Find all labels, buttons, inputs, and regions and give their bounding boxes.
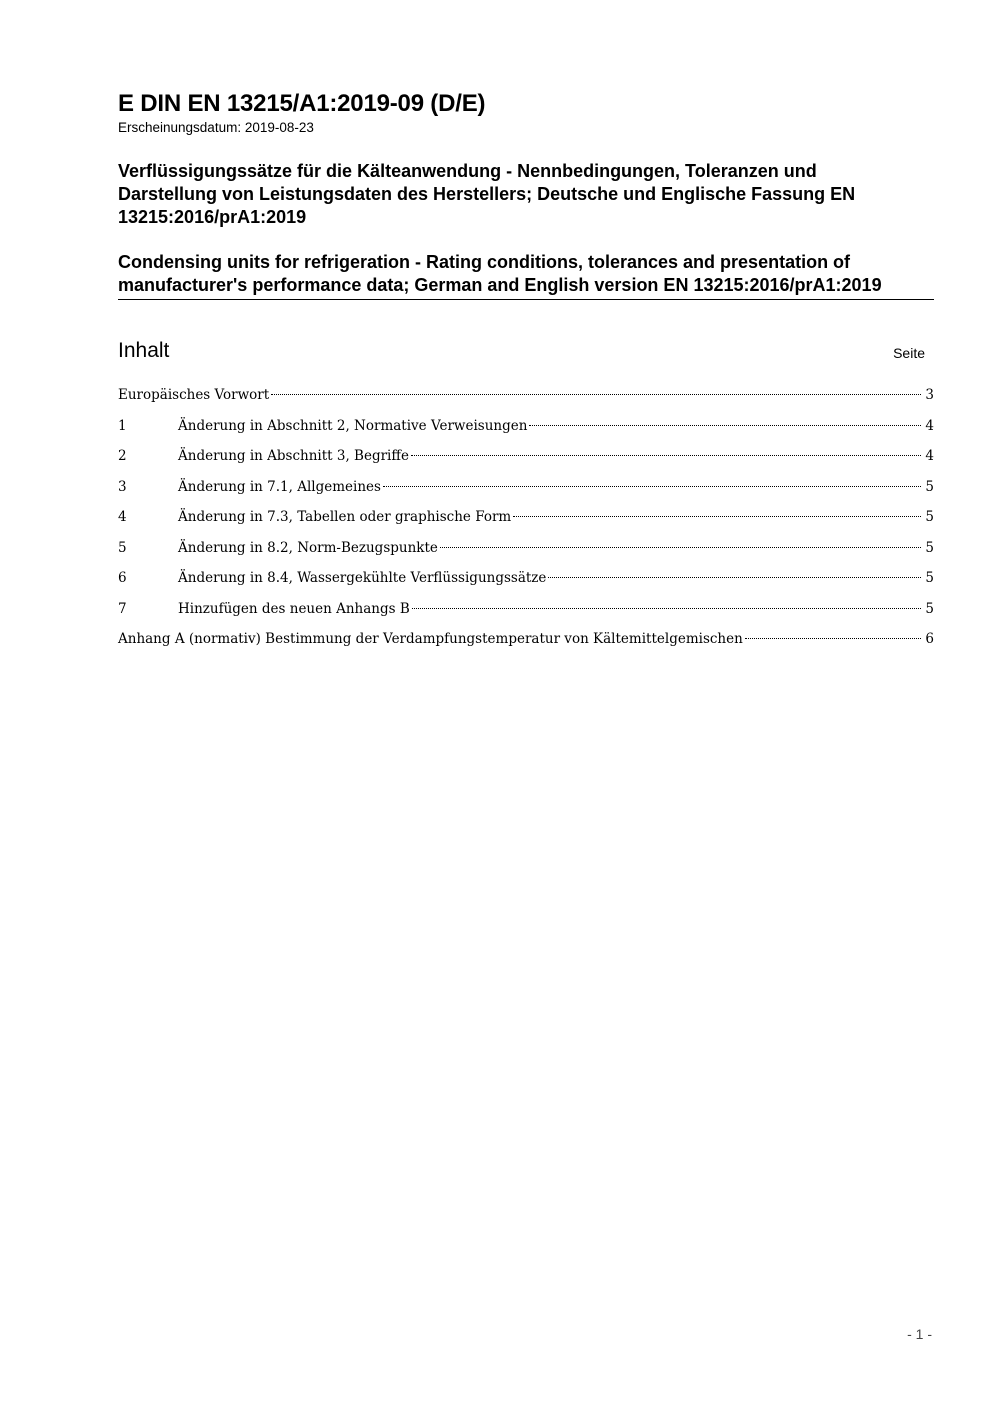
toc-entry[interactable] <box>118 507 934 538</box>
toc-leader-dots <box>529 425 921 426</box>
toc-leader-dots <box>745 638 921 639</box>
toc-leader-dots <box>440 547 921 548</box>
toc-page-column-label: Seite <box>893 345 925 361</box>
toc-entry-text: Änderung in 8.4, Wassergekühlte Verflüssigungssätze <box>178 570 547 586</box>
toc-leader-dots <box>412 608 921 609</box>
title-german: Verflüssigungssätze für die Kälteanwendung - Nennbedingungen, Toleranzen und Darstellung von Leistungsdaten des Herstellers; Deutsche und Englische Fassung EN 13215:2016/prA1:2019 <box>118 161 856 227</box>
toc-entry-page: 4 <box>925 417 934 434</box>
toc-entry-text: Änderung in Abschnitt 3, Begriffe <box>178 448 409 464</box>
toc-entry-text: Änderung in 7.3, Tabellen oder graphische Form <box>178 509 512 525</box>
toc-entry-page: 4 <box>925 448 934 464</box>
toc-header <box>118 338 934 368</box>
toc-entry-text: Europäisches Vorwort <box>118 387 270 403</box>
publication-date: Erscheinungsdatum: 2019-08-23 <box>118 120 314 135</box>
toc-entry-text: Änderung in 8.2, Norm-Bezugspunkte <box>178 539 438 556</box>
page-number: - 1 - <box>907 1326 932 1342</box>
toc-entry-page: 5 <box>925 478 934 495</box>
toc-entry[interactable] <box>118 629 934 660</box>
toc-entry-number: 4 <box>118 509 127 525</box>
toc-entry[interactable] <box>118 385 934 416</box>
toc-entry-page: 5 <box>925 509 934 525</box>
toc-entry-number: 3 <box>118 478 127 495</box>
toc-entry-page: 6 <box>925 631 934 647</box>
toc-leader-dots <box>411 455 921 456</box>
toc-entry[interactable] <box>118 416 934 447</box>
header-divider <box>118 299 934 300</box>
toc-entry[interactable] <box>118 446 934 477</box>
toc-entry-page: 3 <box>925 387 934 403</box>
toc-entry-number: 1 <box>118 417 127 434</box>
toc-entry-text: Änderung in 7.1, Allgemeines <box>178 478 381 495</box>
toc-entry-text: Anhang A (normativ) Bestimmung der Verdampfungstemperatur von Kältemittelgemischen <box>118 631 743 647</box>
toc-entry[interactable] <box>118 568 934 599</box>
document-page <box>118 90 934 660</box>
toc-entry[interactable] <box>118 538 934 569</box>
title-english: Condensing units for refrigeration - Rating conditions, tolerances and presentation of manufacturer's performance data; German and English version EN 13215:2016/prA1:2019 <box>118 252 882 295</box>
toc-entry-number: 6 <box>118 570 127 586</box>
toc-leader-dots <box>513 516 921 517</box>
toc-entry-number: 7 <box>118 600 127 617</box>
toc-leader-dots <box>271 394 921 395</box>
toc-leader-dots <box>548 577 921 578</box>
toc-entry-text: Hinzufügen des neuen Anhangs B <box>178 600 410 617</box>
document-id: E DIN EN 13215/A1:2019-09 (D/E) <box>118 90 486 117</box>
toc-entry-page: 5 <box>925 570 934 586</box>
toc-entry-page: 5 <box>925 539 934 556</box>
toc-entry-number: 5 <box>118 539 127 556</box>
toc-leader-dots <box>383 486 921 487</box>
toc-entry-number: 2 <box>118 448 127 464</box>
toc-title: Inhalt <box>118 339 170 362</box>
table-of-contents <box>118 385 934 660</box>
toc-entry[interactable] <box>118 477 934 508</box>
toc-entry[interactable] <box>118 599 934 630</box>
toc-entry-text: Änderung in Abschnitt 2, Normative Verweisungen <box>178 417 528 434</box>
toc-entry-page: 5 <box>925 600 934 617</box>
